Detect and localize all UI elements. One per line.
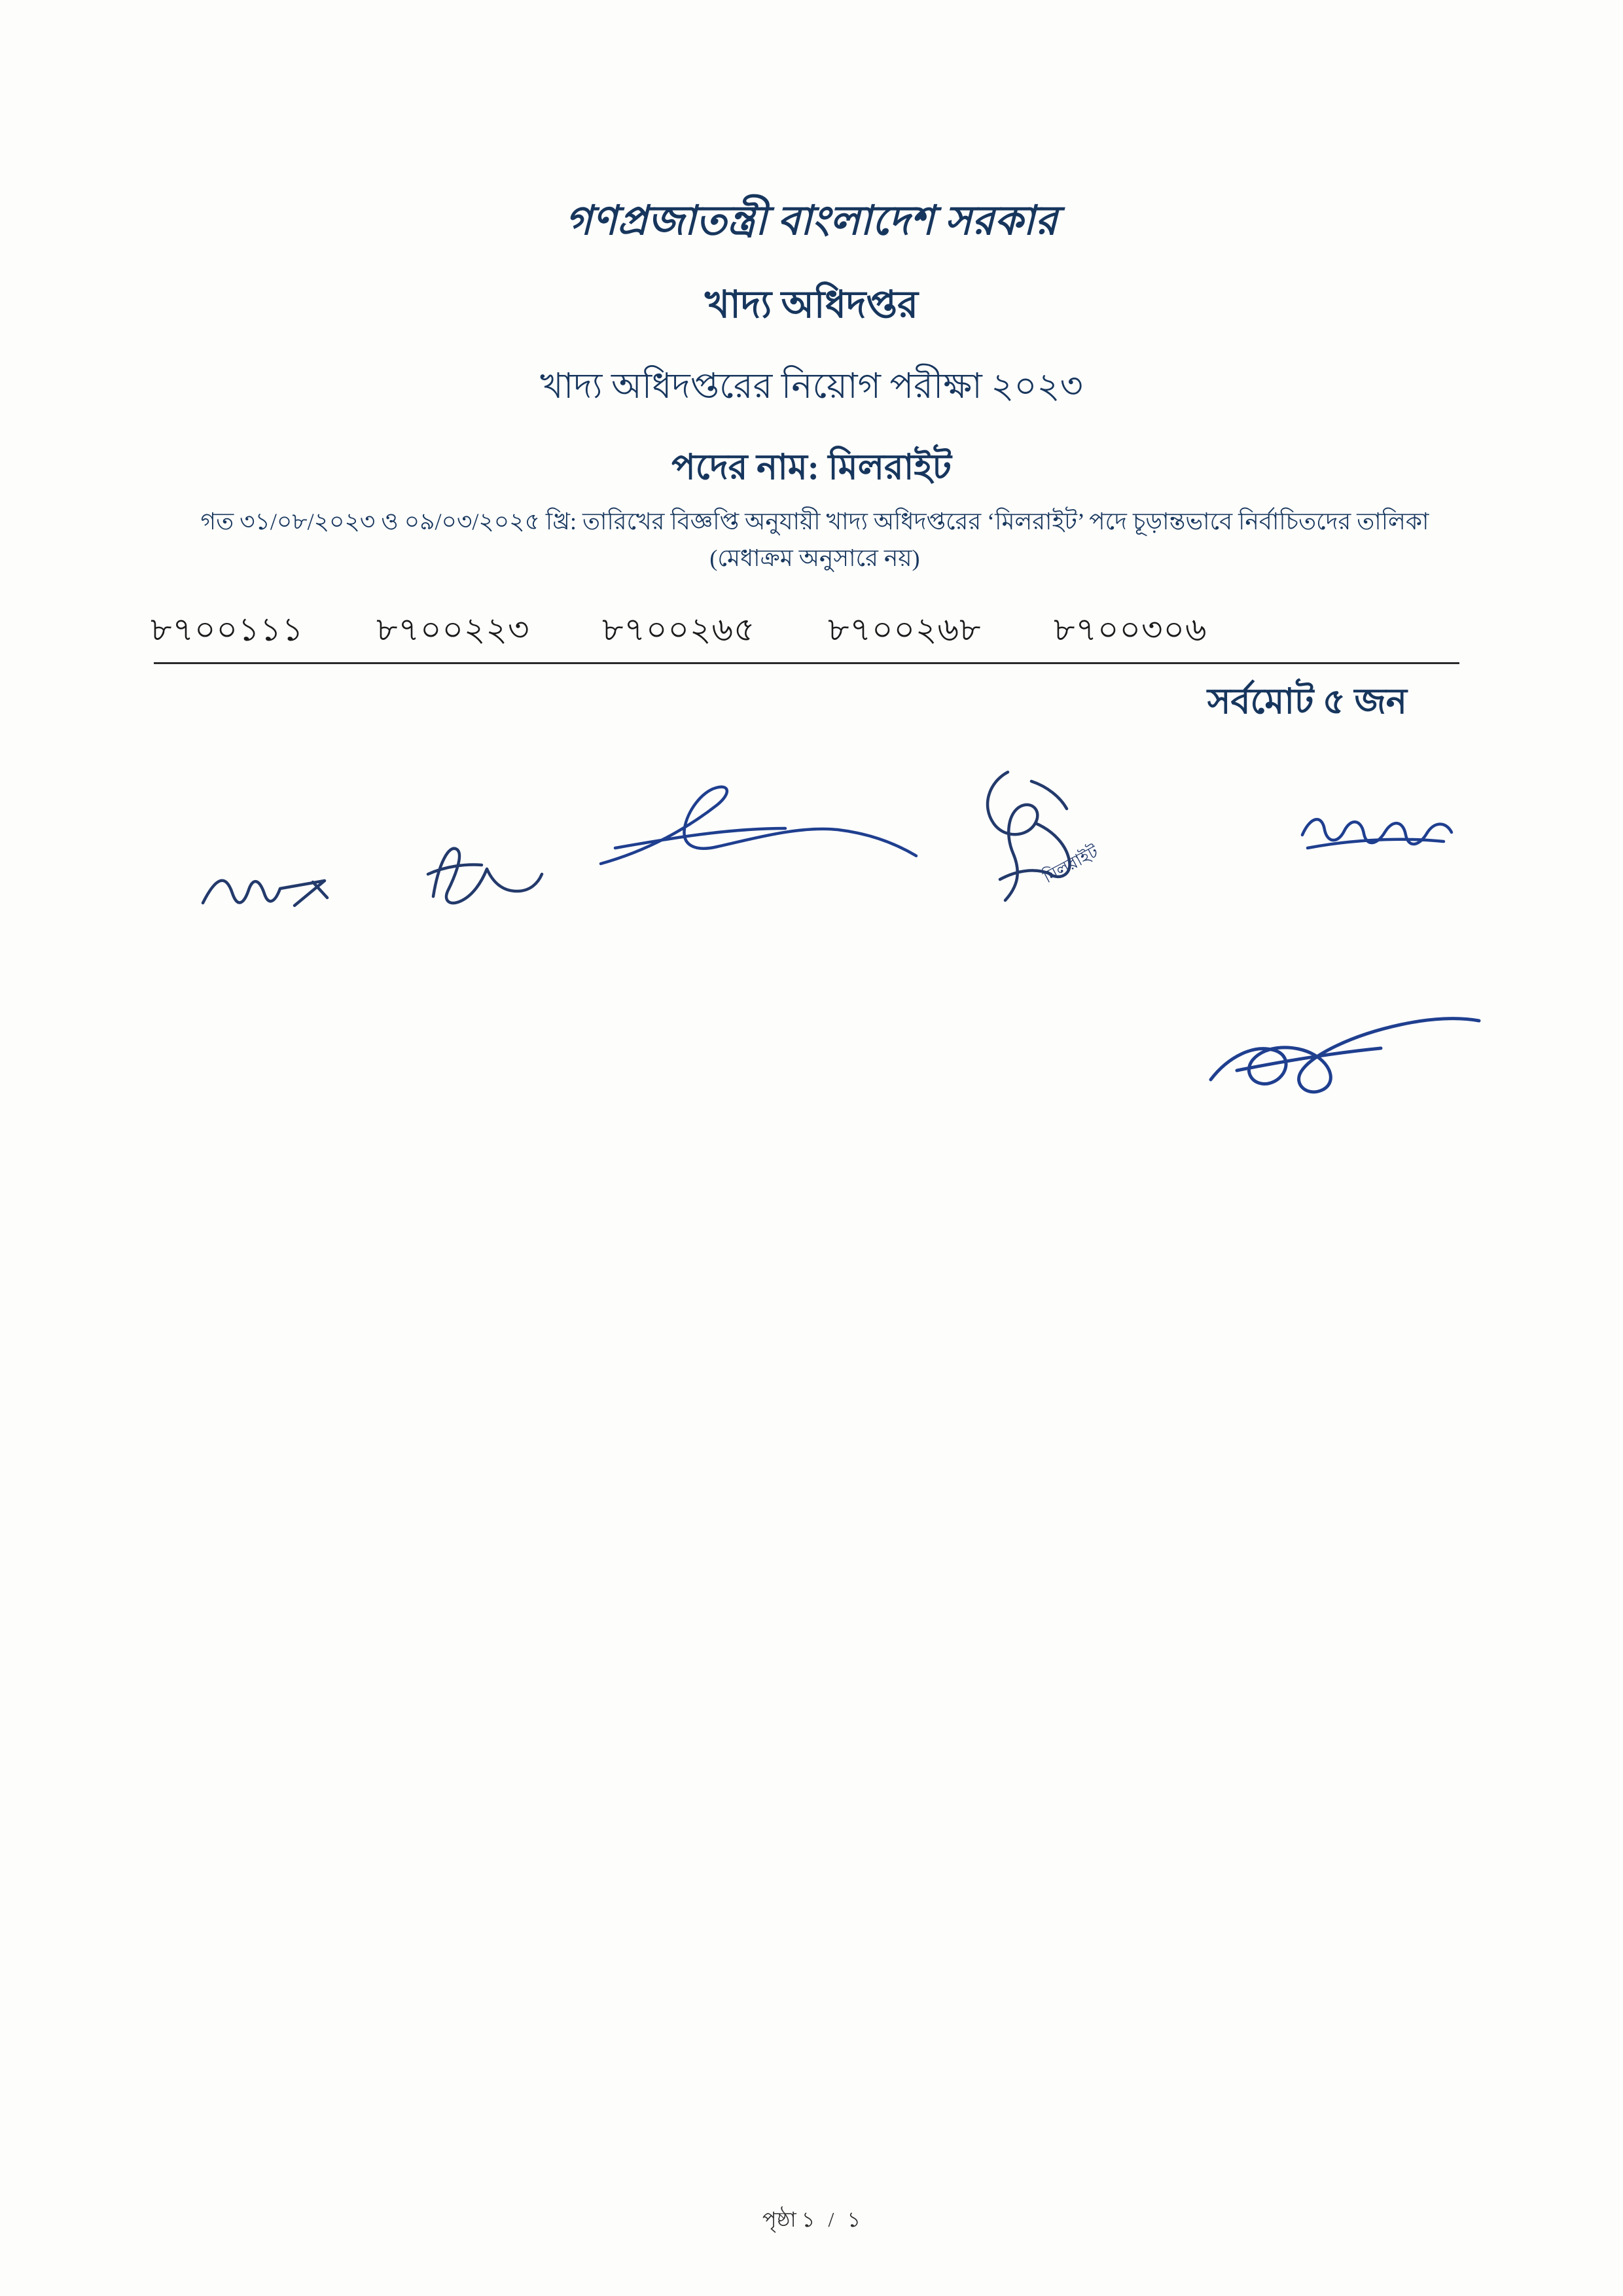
government-title: গণপ্রজাতন্ত্রী বাংলাদেশ সরকার	[565, 199, 1058, 243]
svg-text:মিলরাইট: মিলরাইট	[1040, 842, 1101, 887]
signature-1	[196, 838, 347, 929]
notice-paragraph: গত ৩১/০৮/২০২৩ ও ০৯/০৩/২০২৫ খ্রি: তারিখের বিজ্ঞপ্তি অনুযায়ী খাদ্য অধিদপ্তরের ‘মিলরাইট’ পদে চূড়ান্তভাবে নির্বাচিতদের তালিকা (মেধাক্রম অনুসারে নয়)	[200, 508, 1429, 571]
exam-title: খাদ্য অধিদপ্তরের নিয়োগ পরীক্ষা ২০২৩	[540, 366, 1083, 406]
footer-page-total: ১	[847, 2208, 861, 2231]
footer-page-label: পৃষ্ঠা ১	[762, 2208, 815, 2231]
roll-number: ৮৭০০২২৩	[376, 611, 530, 648]
roll-number: ৮৭০০২৬৮	[828, 611, 982, 648]
signature-6	[1198, 995, 1486, 1119]
roll-number: ৮৭০০৩০৬	[1054, 611, 1207, 648]
signature-5	[1296, 785, 1466, 877]
roll-number-row	[151, 605, 1472, 660]
post-title: পদের নাম: মিলরাইট	[671, 448, 952, 487]
page-footer	[0, 2203, 1623, 2238]
document-header	[0, 190, 1623, 499]
signature-4	[962, 746, 1145, 929]
roll-number: ৮৭০০২৬৫	[602, 611, 756, 648]
horizontal-rule	[154, 662, 1459, 664]
footer-separator: /	[828, 2208, 834, 2231]
signature-3	[589, 766, 929, 896]
total-count-label: সর্বমোট ৫ জন	[1207, 682, 1407, 721]
roll-number: ৮৭০০১১১	[151, 611, 304, 648]
department-title: খাদ্য অধিদপ্তর	[704, 283, 919, 326]
signature-2	[419, 818, 569, 923]
